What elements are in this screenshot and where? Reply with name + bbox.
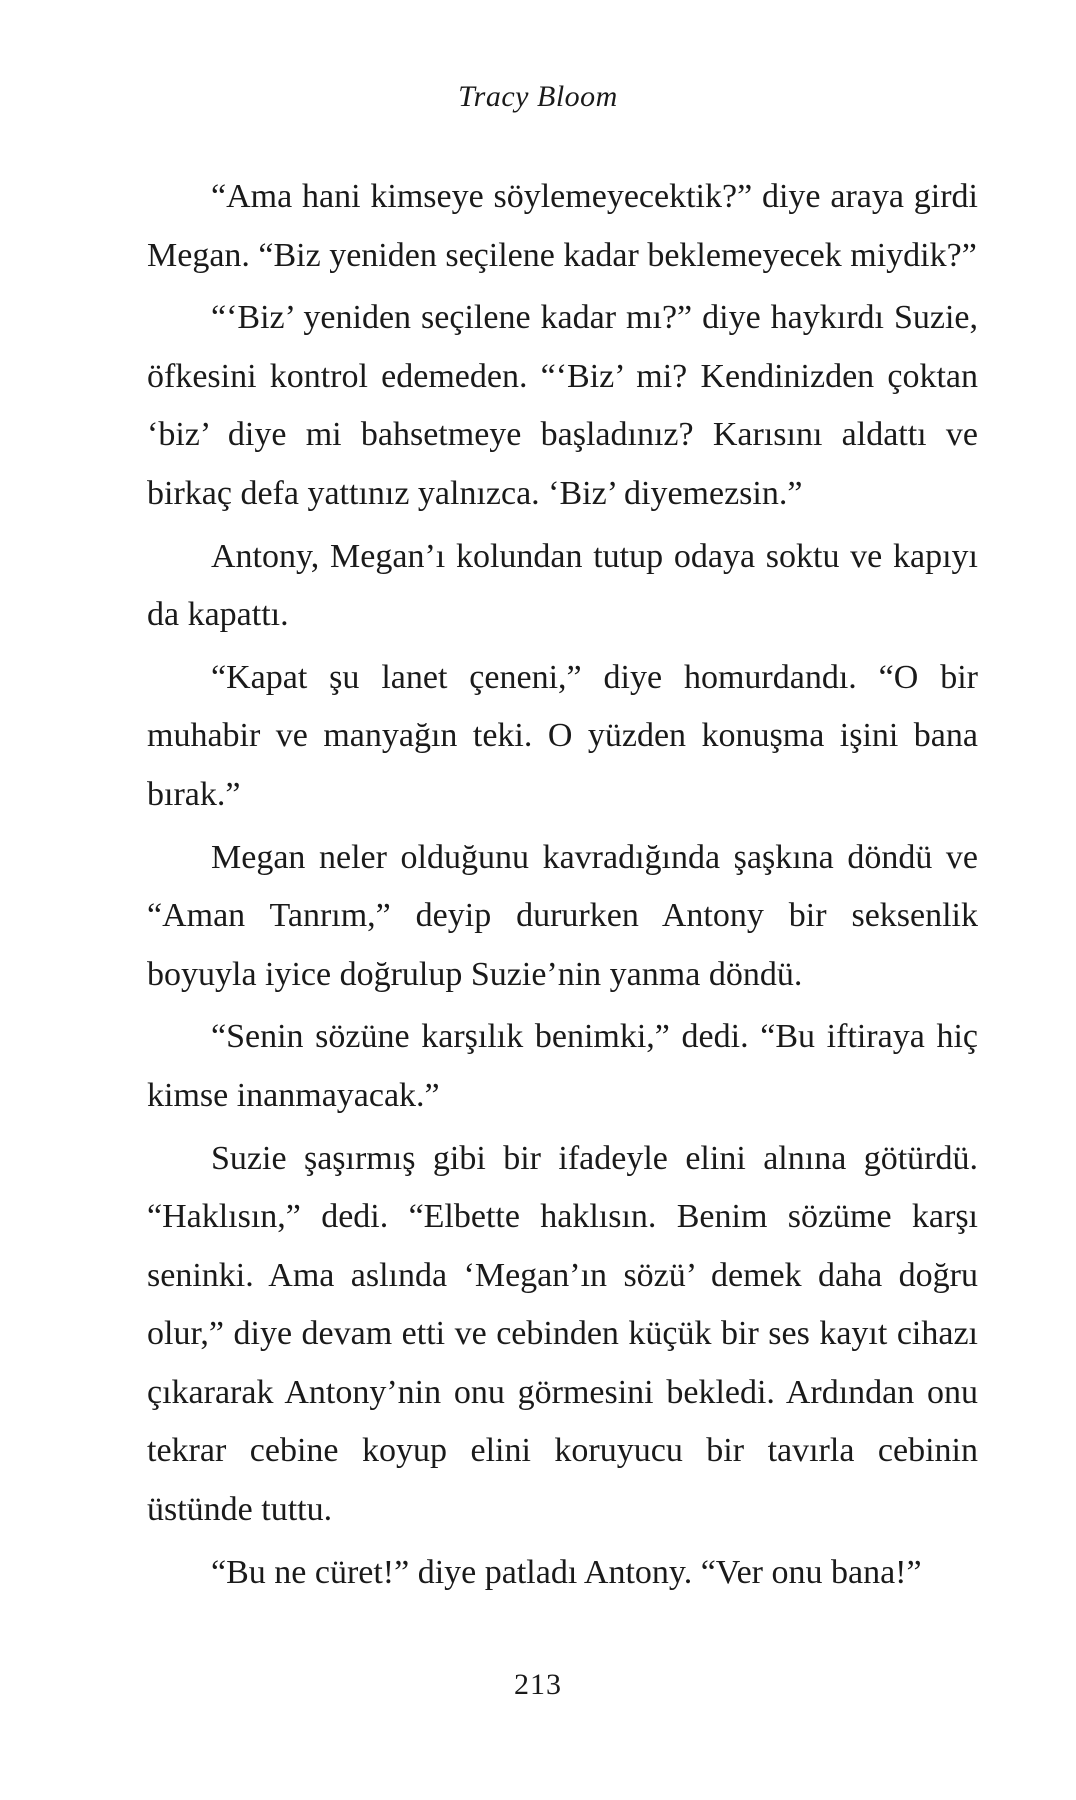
paragraph: “‘Biz’ yeniden seçilene kadar mı?” diye haykırdı Suzie, öfkesini kontrol edemeden. “‘Biz’ mi? Kendinizden çoktan ‘biz’ diye mi bahsetmeye başladınız? Karısını aldattı ve birkaç defa yattınız yalnızca. ‘Biz’ diyemezsin.” <box>147 299 978 512</box>
paragraph: Antony, Megan’ı kolundan tutup odaya soktu ve kapıyı da kapattı. <box>147 537 978 634</box>
running-title: Tracy Bloom <box>458 80 618 113</box>
paragraph: “Senin sözüne karşılık benimki,” dedi. “Bu iftiraya hiç kimse inanmayacak.” <box>147 1018 978 1114</box>
page-number: 213 <box>514 1668 562 1701</box>
paragraph: “Bu ne cüret!” diye patladı Antony. “Ver onu bana!” <box>211 1553 922 1591</box>
paragraph: Megan neler olduğunu kavradığında şaşkına döndü ve “Aman Tanrım,” deyip dururken Antony bir seksenlik boyuyla iyice doğrulup Suzie’nin yanma döndü. <box>147 838 978 993</box>
paragraph: “Ama hani kimseye söylemeyecektik?” diye araya girdi Megan. “Biz yeniden seçilene kadar beklemeyecek miydik?” <box>147 178 978 274</box>
body-text <box>147 168 978 1606</box>
paragraph: Suzie şaşırmış gibi bir ifadeyle elini alnına götürdü. “Haklısın,” dedi. “Elbette haklısın. Benim sözüme karşı seninki. Ama aslında ‘Megan’ın sözü’ demek daha doğru olur,” diye devam etti ve cebinden küçük bir ses kayıt cihazı çıkararak Antony’nin onu görmesini bekledi. Ardından onu tekrar cebine koyup elini koruyucu bir tavırla cebinin üstünde tuttu. <box>147 1139 978 1529</box>
paragraph: “Kapat şu lanet çeneni,” diye homurdandı. “O bir muhabir ve manyağın teki. O yüzden konuşma işini bana bırak.” <box>147 658 978 813</box>
